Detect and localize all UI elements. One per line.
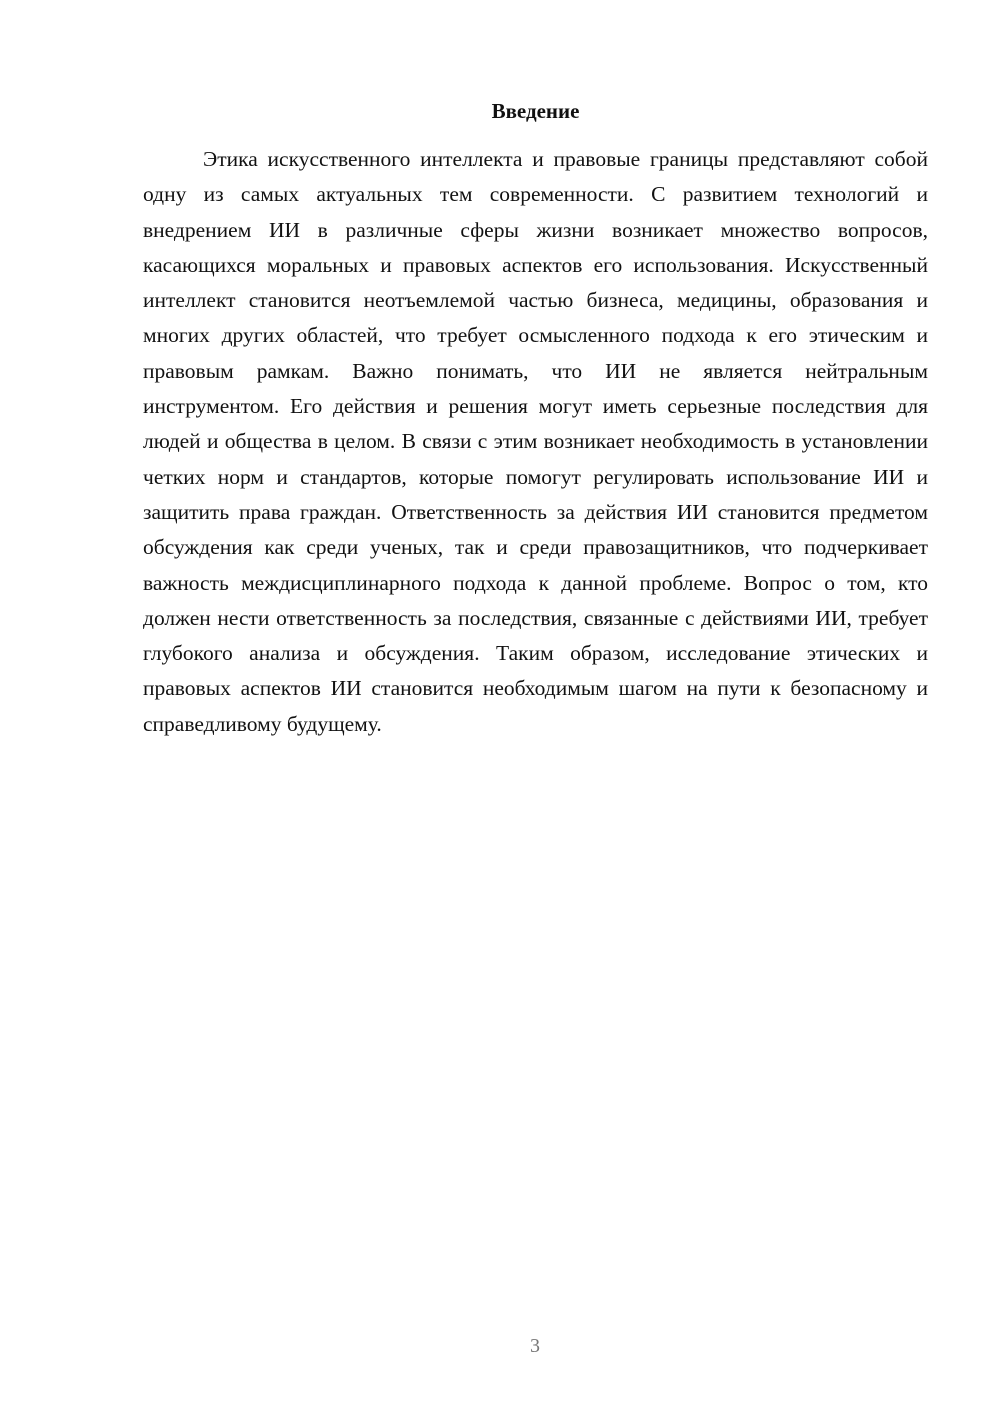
section-heading: Введение <box>491 99 580 123</box>
page-number: 3 <box>530 1335 540 1357</box>
body-paragraph: Этика искусственного интеллекта и правовые границы представляют собой одну из самых актуальных тем современности. С развитием технологий и внедрением ИИ в различные сферы жизни возникает множество вопросов, касающихся моральных и правовых аспектов его использования. Искусственный интеллект становится неотъемлемой частью бизнеса, медицины, образования и многих других областей, что требует осмысленного подхода к его этическим и правовым рамкам. Важно понимать, что ИИ не является нейтральным инструментом. Его действия и решения могут иметь серьезные последствия для людей и общества в целом. В связи с этим возникает необходимость в установлении четких норм и стандартов, которые помогут регулировать использование ИИ и защитить права граждан. Ответственность за действия ИИ становится предметом обсуждения как среди ученых, так и среди правозащитников, что подчеркивает важность междисциплинарного подхода к данной проблеме. Вопрос о том, кто должен нести ответственность за последствия, связанные с действиями ИИ, требует глубокого анализа и обсуждения. Таким образом, исследование этических и правовых аспектов ИИ становится необходимым шагом на пути к безопасному и справедливому будущему. <box>143 147 928 736</box>
